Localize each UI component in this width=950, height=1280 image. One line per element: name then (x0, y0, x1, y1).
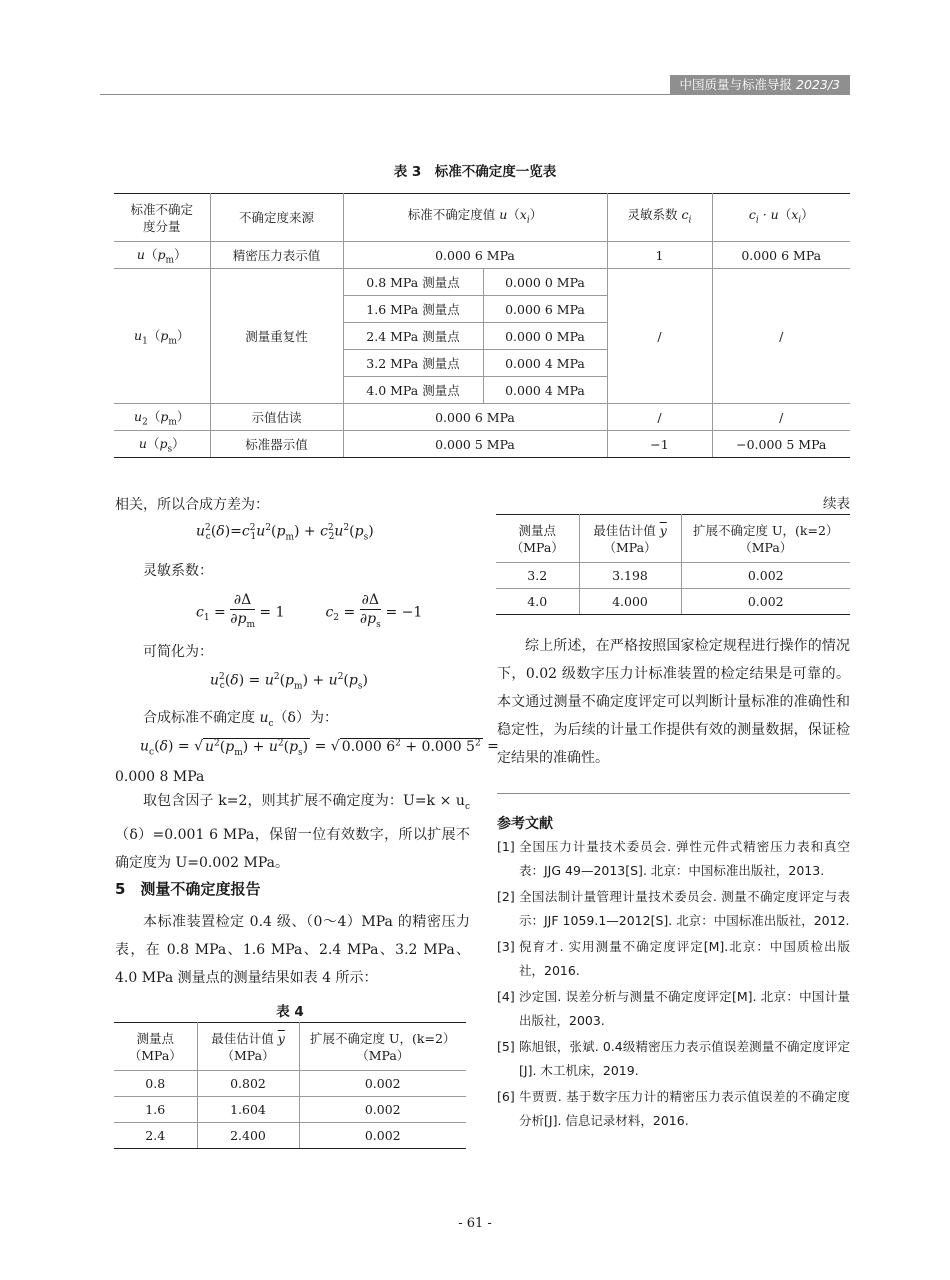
table3-cell-value: 0.000 6 MPa (343, 404, 607, 431)
table3-cell-component: $u(p_m)$ (114, 242, 210, 269)
table-row (114, 1071, 466, 1097)
table3-cell-point-value: 0.000 0 MPa (483, 269, 607, 296)
table3-cell-point: 2.4 MPa 测量点 (343, 323, 483, 350)
table4-cell-best: 2.400 (197, 1123, 299, 1149)
table4-continued-header-point: 测量点 （MPa） (496, 515, 579, 563)
table3-cell-point-value: 0.000 4 MPa (483, 350, 607, 377)
table3-cell-sensitivity: / (607, 404, 712, 431)
continued-table-label: 续表 (823, 496, 850, 512)
table-row (114, 242, 850, 269)
equation-combined-variance: $u^2_c(\delta)=c^2_1u^2(p_m) + c^2_2u^2(p_s)$ (196, 523, 374, 543)
references-rule (497, 793, 850, 794)
reference-item: [2] 全国法制计量管理计量技术委员会. 测量不确定度评定与表示：JJF 1059.1—2012[S]. 北京：中国标准出版社，2012. (497, 889, 850, 928)
table4-cell-best: 1.604 (197, 1097, 299, 1123)
table3-cell-sensitivity: 1 (607, 242, 712, 269)
table4 (114, 1022, 466, 1149)
reference-item: [5] 陈旭银，张斌. 0.4级精密压力表示值误差测量不确定度评定[J]. 木工机床，2019. (497, 1039, 850, 1078)
reference-item: [6] 牛贾贾. 基于数字压力计的精密压力表示值误差的不确定度分析[J]. 信息记录材料，2016. (497, 1089, 850, 1128)
table-row (114, 1123, 466, 1149)
table-row (114, 431, 850, 458)
section-heading: 5 测量不确定度报告 (115, 880, 261, 898)
table-row (114, 404, 850, 431)
journal-name: 中国质量与标准导报 (679, 77, 793, 92)
body-paragraph: 合成标准不确定度 $u_c(\delta)$为： (143, 710, 338, 729)
table3-cell-point: 4.0 MPa 测量点 (343, 377, 483, 404)
equation-simplified: $u^2_c(\delta) = u^2(p_m) + u^2(p_s)$ (210, 672, 368, 692)
table-row (496, 563, 850, 589)
table3-header-value: 标准不确定度值 $u(x_i)$ (343, 194, 607, 242)
table4-cell-best: 0.802 (197, 1071, 299, 1097)
table4-continued-cell-point: 3.2 (496, 563, 579, 589)
table3-cell-value: 0.000 5 MPa (343, 431, 607, 458)
table3-header-sensitivity: 灵敏系数 $c_i$ (607, 194, 712, 242)
table4-header-expanded: 扩展不确定度 U，(k=2） （MPa） (299, 1023, 466, 1071)
reference-item: [3] 倪育才. 实用测量不确定度评定[M].北京：中国质检出版社，2016. (497, 939, 850, 978)
table4-continued-cell-best: 4.000 (579, 589, 681, 615)
table4-cell-point: 1.6 (114, 1097, 197, 1123)
table4-cell-expanded: 0.002 (299, 1071, 466, 1097)
table4-continued-cell-point: 4.0 (496, 589, 579, 615)
conclusion-paragraph: 综上所述，在严格按照国家检定规程进行操作的情况下，0.02 级数字压力计标准装置的检定结果是可靠的。本文通过测量不确定度评定可以判断计量标准的准确性和稳定性，为后续的计量工作提供有效的测量数据，保证检定结果的准确性。 (497, 638, 850, 766)
table3-cell-source: 示值估读 (210, 404, 343, 431)
equation-sensitivity: $c_1$ = $\frac{\partial\Delta}{\partial p_m}$ = 1 $c_2$ = $\frac{\partial\Delta}{\partial p_s}$ = −1 (196, 592, 423, 630)
table3-caption: 表 3 标准不确定度一览表 (393, 164, 557, 180)
table3-header-component: 标准不确定 度分量 (114, 194, 210, 242)
table3-cell-product: / (712, 404, 850, 431)
reference-item: [1] 全国压力计量技术委员会. 弹性元件式精密压力表和真空表：JJG 49—2013[S]. 北京：中国标准出版社，2013. (497, 839, 850, 878)
table3-cell-sensitivity: / (607, 269, 712, 404)
body-paragraph: 取包含因子 k=2，则其扩展不确定度为：$U=k \times u_c(\delta)=0.001$ 6 MPa，保留一位有效数字，所以扩展不确定度为 U=0.002 MPa。 (115, 793, 470, 871)
body-paragraph: 灵敏系数： (143, 563, 213, 579)
journal-issue: 2023/3 (796, 77, 840, 92)
page-number: - 61 - (458, 1216, 492, 1231)
table3-cell-component: $u_2(p_m)$ (114, 404, 210, 431)
table3-cell-point: 0.8 MPa 测量点 (343, 269, 483, 296)
references-title: 参考文献 (497, 816, 553, 832)
table3-cell-point: 3.2 MPa 测量点 (343, 350, 483, 377)
table3-cell-product: −0.000 5 MPa (712, 431, 850, 458)
body-paragraph: 本标准装置检定 0.4 级、（0～4）MPa 的精密压力表，在 0.8 MPa、1.6 MPa、2.4 MPa、3.2 MPa、4.0 MPa 测量点的测量结果如表 4 所示： (115, 914, 470, 986)
table4-header-point: 测量点 （MPa） (114, 1023, 197, 1071)
table3-cell-component: $u(p_s)$ (114, 431, 210, 458)
body-paragraph: 相关，所以合成方差为： (115, 497, 269, 513)
table4-continued-header-expanded: 扩展不确定度 U，(k=2） （MPa） (681, 515, 850, 563)
table3-cell-point-value: 0.000 6 MPa (483, 296, 607, 323)
table3-cell-point-value: 0.000 4 MPa (483, 377, 607, 404)
table3 (114, 193, 850, 458)
equation-result: 0.000 8 MPa (115, 769, 205, 785)
table4-cell-expanded: 0.002 (299, 1123, 466, 1149)
references-list (497, 835, 850, 1135)
table4-continued (496, 514, 850, 615)
table3-cell-source: 精密压力表示值 (210, 242, 343, 269)
table3-header-source: 不确定度来源 (210, 194, 343, 242)
table4-caption: 表 4 (276, 1004, 304, 1020)
table3-cell-product: / (712, 269, 850, 404)
table3-cell-source: 测量重复性 (210, 269, 343, 404)
reference-item: [4] 沙定国. 误差分析与测量不确定度评定[M]. 北京：中国计量出版社，2003. (497, 989, 850, 1028)
table4-continued-cell-expanded: 0.002 (681, 589, 850, 615)
table3-cell-point: 1.6 MPa 测量点 (343, 296, 483, 323)
table-row (114, 1097, 466, 1123)
table3-cell-component: $u_1(p_m)$ (114, 269, 210, 404)
table3-cell-value: 0.000 6 MPa (343, 242, 607, 269)
table3-cell-sensitivity: −1 (607, 431, 712, 458)
table3-cell-source: 标准器示值 (210, 431, 343, 458)
table3-cell-product: 0.000 6 MPa (712, 242, 850, 269)
journal-header-tag (670, 75, 850, 95)
body-paragraph: 可简化为： (143, 644, 213, 660)
table4-cell-point: 2.4 (114, 1123, 197, 1149)
table3-header-row (114, 194, 850, 242)
table4-continued-cell-expanded: 0.002 (681, 563, 850, 589)
table-row (496, 589, 850, 615)
table4-cell-point: 0.8 (114, 1071, 197, 1097)
table4-cell-expanded: 0.002 (299, 1097, 466, 1123)
table4-continued-header-best: 最佳估计值 $\overline{y}$ （MPa） (579, 515, 681, 563)
table4-header-row (114, 1023, 466, 1071)
table-row (114, 269, 850, 296)
table3-cell-point-value: 0.000 0 MPa (483, 323, 607, 350)
table4-continued-cell-best: 3.198 (579, 563, 681, 589)
table4-header-best: 最佳估计值 $\overline{y}$ （MPa） (197, 1023, 299, 1071)
equation-combined-uncertainty: $u_c(\delta)$ = √ $u^2(p_m) + u^2(p_s)$ = √ 0.000 $6^2 + 0.000$ $5^2$ = (140, 738, 499, 758)
table3-header-product: $c_i \cdot u(x_i)$ (712, 194, 850, 242)
table4-continued-header-row (496, 515, 850, 563)
